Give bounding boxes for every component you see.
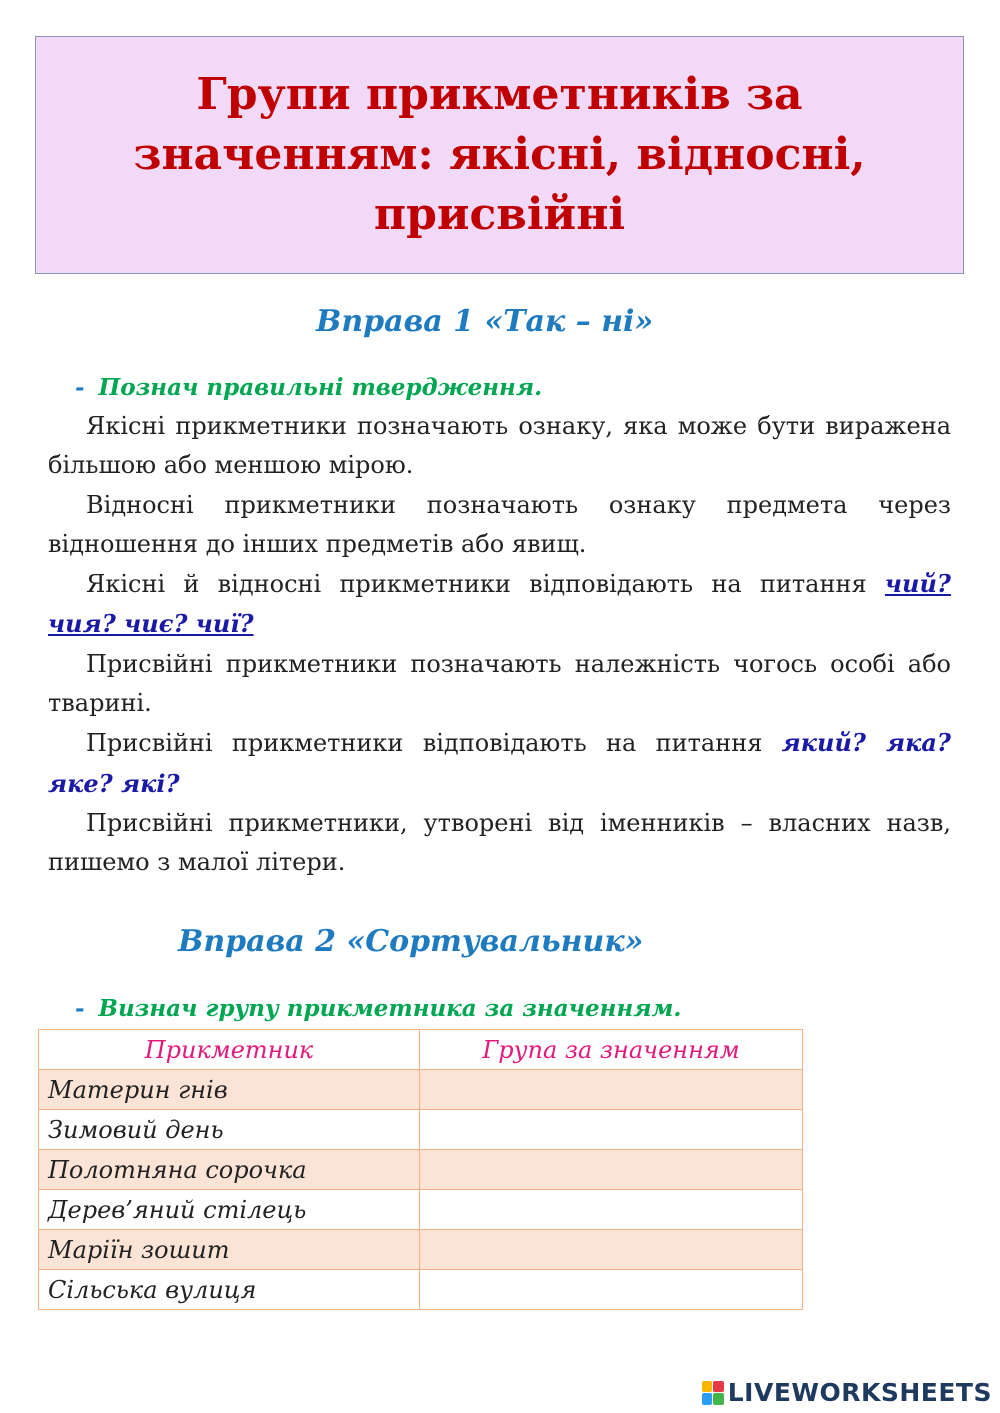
statement-2-text: Відносні прикметники позначають ознаку предмета через відношення до інших предметів або явищ.: [48, 490, 951, 558]
table-row: [39, 1230, 803, 1270]
statement-6-text: Присвійні прикметники, утворені від іменників – власних назв, пишемо з малої літери.: [48, 808, 951, 877]
sorting-table: [38, 1029, 803, 1310]
liveworksheets-brand: [702, 1378, 992, 1407]
table-row: [39, 1190, 803, 1230]
table-row: [39, 1070, 803, 1110]
table-row: [39, 1110, 803, 1150]
statements-list: [48, 407, 951, 883]
exercise-1-instruction: [75, 373, 542, 403]
adjective-cell: Материн гнів: [39, 1070, 420, 1110]
statement-5[interactable]: [48, 723, 951, 804]
group-answer-cell[interactable]: [420, 1070, 803, 1110]
adjective-cell: Сільська вулиця: [39, 1270, 420, 1310]
exercise-2-instruction-text: Визнач групу прикметника за значенням.: [98, 995, 682, 1022]
statement-5-text: Присвійні прикметники відповідають на питання: [86, 729, 782, 758]
adjective-cell: Полотняна сорочка: [39, 1150, 420, 1190]
adjective-cell: Дерев’яний стілець: [39, 1190, 420, 1230]
liveworksheets-logo-icon: [702, 1381, 724, 1405]
brand-text: LIVEWORKSHEETS: [727, 1378, 992, 1407]
title-banner: [35, 36, 964, 274]
statement-1-text: Якісні прикметники позначають ознаку, яка може бути виражена більшою або меншою мірою.: [48, 412, 951, 480]
statement-5-question: який? яка? яке? які?: [48, 728, 951, 798]
table-row: [39, 1270, 803, 1310]
page-title: Групи прикметників за значенням: якісні, відносні, присвійні: [133, 69, 866, 240]
statement-2[interactable]: [48, 486, 951, 565]
statement-6[interactable]: [48, 804, 951, 883]
statement-3[interactable]: [48, 564, 951, 645]
adjective-cell: Зимовий день: [39, 1110, 420, 1150]
column-header-group: Група за значенням: [420, 1030, 803, 1070]
column-header-adjective: Прикметник: [39, 1030, 420, 1070]
adjective-cell: Маріїн зошит: [39, 1230, 420, 1270]
statement-1[interactable]: [48, 407, 951, 486]
statement-3-question: чий? чия? чиє? чиї?: [48, 569, 951, 639]
exercise-1-instruction-text: Познач правильні твердження.: [98, 374, 543, 401]
group-answer-cell[interactable]: [420, 1190, 803, 1230]
exercise-2-title: Вправа 2 «Сортувальник»: [178, 924, 644, 959]
group-answer-cell[interactable]: [420, 1110, 803, 1150]
statement-3-text: Якісні й відносні прикметники відповідають на питання: [86, 570, 885, 599]
instruction-dash: -: [75, 374, 85, 401]
statement-4[interactable]: [48, 645, 951, 724]
exercise-2-instruction: [75, 994, 681, 1024]
instruction-dash: -: [75, 995, 85, 1022]
table-row: [39, 1150, 803, 1190]
group-answer-cell[interactable]: [420, 1150, 803, 1190]
group-answer-cell[interactable]: [420, 1230, 803, 1270]
exercise-1-title: Вправа 1 «Так – ні»: [316, 304, 654, 339]
table-header-row: [39, 1030, 803, 1070]
group-answer-cell[interactable]: [420, 1270, 803, 1310]
statement-4-text: Присвійні прикметники позначають належність чогось особі або тварині.: [48, 649, 951, 718]
